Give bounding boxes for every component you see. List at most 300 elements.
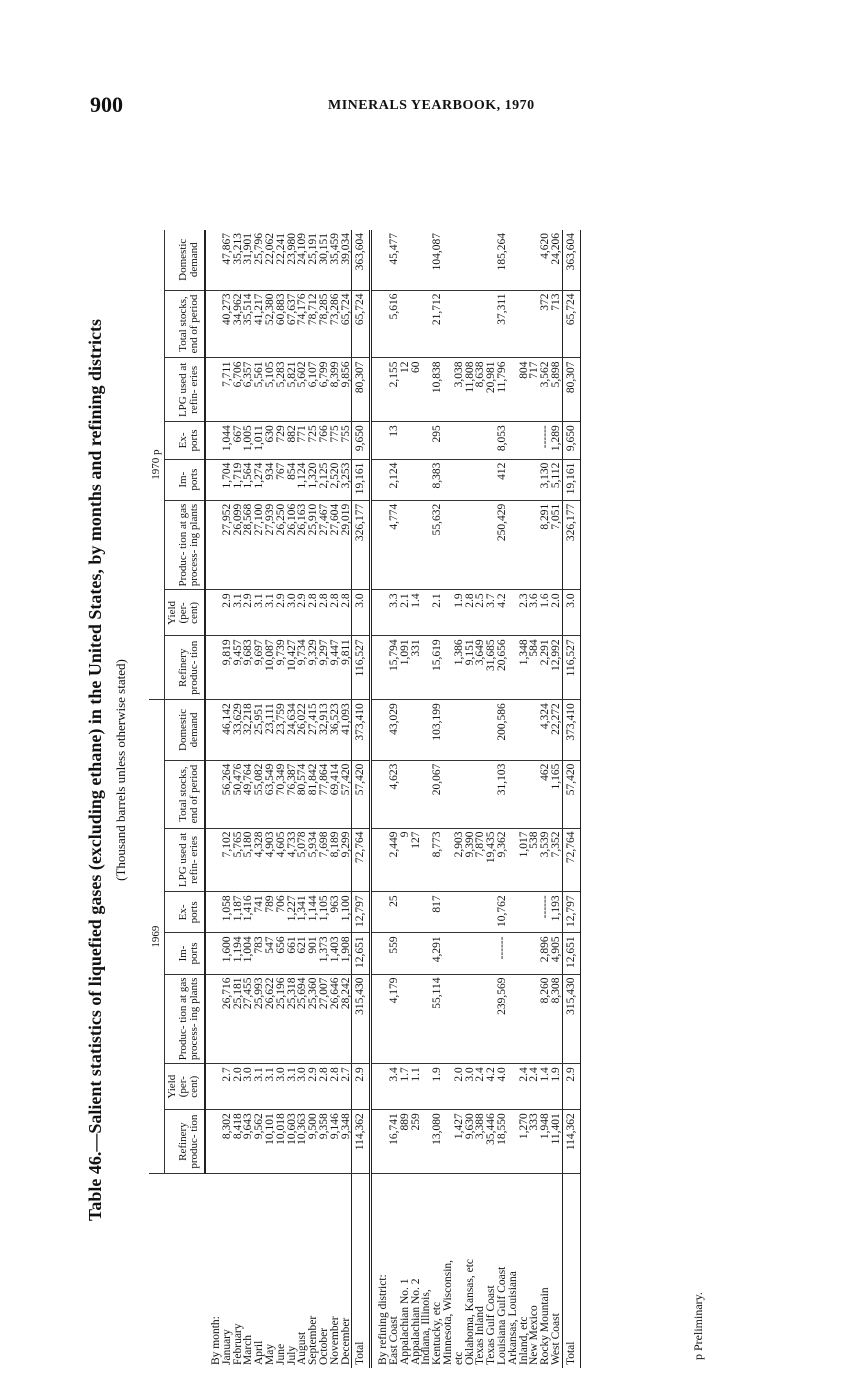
table-cell: 3,253	[341, 459, 352, 500]
empty-cell	[205, 700, 222, 760]
table-cell: 1,124	[297, 459, 308, 500]
table-cell: 2.9	[276, 590, 287, 636]
table-cell: 9,297	[319, 636, 330, 700]
table-cell: 363,604	[352, 230, 371, 290]
empty-cell	[371, 933, 389, 974]
table-cell: 26,250	[276, 500, 287, 590]
table-cell: 5,180	[243, 828, 254, 892]
table-cell: 9,650	[562, 422, 580, 459]
column-header: Produc- tion at gas process- ing plants	[165, 974, 206, 1064]
column-header: Domestic demand	[165, 230, 206, 290]
section-by-district	[371, 230, 389, 1368]
table-cell: 9,299	[341, 828, 352, 892]
table-cell: 667	[233, 422, 244, 459]
table-cell: 6,357	[243, 358, 254, 422]
table-row	[233, 230, 244, 1368]
table-cell: 3.0	[352, 590, 371, 636]
table-cell: 80,307	[352, 358, 371, 422]
column-header: Ex- ports	[165, 892, 206, 933]
table-cell: 57,420	[341, 760, 352, 828]
empty-cell	[205, 760, 222, 828]
table-row	[276, 230, 287, 1368]
district-values: 13 295 8,053 ------ 1,289	[389, 422, 562, 459]
page-number: 900	[90, 92, 123, 117]
table-cell: 363,604	[562, 230, 580, 290]
table-cell: 57,420	[562, 760, 580, 828]
table-cell: 114,362	[562, 1110, 580, 1174]
table-cell: 56,264	[222, 760, 233, 828]
table-cell: 3.1	[265, 590, 276, 636]
empty-cell	[205, 974, 222, 1064]
empty-cell	[371, 230, 389, 290]
table-row	[265, 230, 276, 1368]
table-cell: 767	[276, 459, 287, 500]
empty-cell	[371, 500, 389, 590]
table-row	[352, 230, 371, 1368]
table-row	[308, 230, 319, 1368]
empty-cell	[371, 892, 389, 933]
table-cell: 766	[319, 422, 330, 459]
table-cell: 10,087	[265, 636, 276, 700]
table-cell: 1,341	[297, 892, 308, 933]
table-cell: 9,643	[243, 1110, 254, 1174]
table-cell: 25,318	[287, 974, 298, 1064]
table-cell: 27,939	[265, 500, 276, 590]
rotated-table-block	[85, 160, 715, 1380]
table-row	[562, 230, 580, 1368]
empty-cell	[205, 422, 222, 459]
table-cell: 36,523	[330, 700, 341, 760]
table-cell: 3.1	[254, 1064, 265, 1110]
table-cell: 1,058	[222, 892, 233, 933]
table-cell: 2.7	[222, 1064, 233, 1110]
row-label: Total	[562, 1174, 580, 1369]
table-cell: 9,348	[341, 1110, 352, 1174]
table-cell: 25,181	[233, 974, 244, 1064]
table-cell: 789	[265, 892, 276, 933]
table-cell: 741	[254, 892, 265, 933]
table-cell: 1,227	[287, 892, 298, 933]
row-label: September	[307, 1315, 320, 1365]
table-cell: 27,604	[330, 500, 341, 590]
district-labels: East Coast Appalachian No. 1 Appalachian No. 2 Indiana, Illinois, Kentucky, etc Minnesota, Wisconsin, etc Oklahoma, Kansas, etc Texas Inland Texas Gulf Coast Louisiana Gulf Coast Arkansas, Louisiana Inland, etc New Mexico Rocky Mountain West Coast	[387, 1258, 562, 1365]
table-cell: 3.1	[265, 1064, 276, 1110]
stub-header	[149, 1174, 205, 1369]
table-cell: 80,307	[562, 358, 580, 422]
table-cell: 12,651	[352, 933, 371, 974]
empty-cell	[371, 290, 389, 358]
district-values: 25 817 10,762 ------ 1,193	[389, 892, 562, 933]
table-cell: 1,719	[233, 459, 244, 500]
empty-cell	[205, 459, 222, 500]
table-cell: 2.7	[341, 1064, 352, 1110]
table-cell: 9,650	[352, 422, 371, 459]
table-cell: 2,520	[330, 459, 341, 500]
table-cell: 41,217	[254, 290, 265, 358]
table-cell: 1,908	[341, 933, 352, 974]
empty-cell	[205, 290, 222, 358]
row-label: January	[220, 1329, 233, 1365]
table-cell: 10,427	[287, 636, 298, 700]
table-cell: 25,910	[308, 500, 319, 590]
district-values: 45,477 104,087 185,264 4,620 24,206	[389, 230, 562, 290]
row-label: Total	[352, 1174, 371, 1369]
statistics-table	[149, 230, 581, 1368]
table-cell: 25,360	[308, 974, 319, 1064]
table-cell: 3.1	[254, 590, 265, 636]
table-cell: 5,765	[233, 828, 244, 892]
table-cell: 3.0	[562, 590, 580, 636]
table-cell: 78,712	[308, 290, 319, 358]
table-cell: 34,962	[233, 290, 244, 358]
table-cell: 35,459	[330, 230, 341, 290]
table-title: Table 46.—Salient statistics of liquefied gases (excluding ethane) in the United States, by months and refining districts	[85, 318, 105, 1222]
table-cell: 783	[254, 933, 265, 974]
table-cell: 315,430	[562, 974, 580, 1064]
table-cell: 1,600	[222, 933, 233, 974]
table-cell: 60,883	[276, 290, 287, 358]
column-header: Produc- tion at gas process- ing plants	[165, 500, 206, 590]
row-label: November	[328, 1316, 341, 1365]
column-header: Yield (per- cent)	[165, 1064, 206, 1110]
table-row	[297, 230, 308, 1368]
table-cell: 25,191	[308, 230, 319, 290]
table-cell: 27,100	[254, 500, 265, 590]
table-cell: 9,146	[330, 1110, 341, 1174]
table-cell: 26,163	[297, 500, 308, 590]
table-cell: 1,011	[254, 422, 265, 459]
table-cell: 47,867	[222, 230, 233, 290]
table-cell: 25,196	[276, 974, 287, 1064]
table-cell: 31,901	[243, 230, 254, 290]
table-cell: 10,018	[276, 1110, 287, 1174]
table-cell: 729	[276, 422, 287, 459]
table-cell: 12,651	[562, 933, 580, 974]
table-cell: 8,189	[330, 828, 341, 892]
table-cell: 114,362	[352, 1110, 371, 1174]
district-values: 3.3 2.1 1.4 2.1 1.9 2.8 2.5 3.7 4.2 2.3 3.6 1.6 2.0	[389, 590, 562, 636]
table-row	[254, 230, 265, 1368]
table-cell: 1,144	[308, 892, 319, 933]
row-label: May	[263, 1343, 276, 1365]
table-cell: 35,213	[233, 230, 244, 290]
table-cell: 1,704	[222, 459, 233, 500]
table-cell: 29,019	[341, 500, 352, 590]
table-cell: 7,698	[319, 828, 330, 892]
empty-cell	[371, 422, 389, 459]
table-cell: 50,476	[233, 760, 244, 828]
section-by-month	[205, 230, 222, 1368]
running-head: MINERALS YEARBOOK, 1970	[328, 98, 535, 113]
table-cell: 6,107	[308, 358, 319, 422]
table-cell: 78,285	[319, 290, 330, 358]
table-cell: 621	[297, 933, 308, 974]
table-cell: 27,467	[319, 500, 330, 590]
table-cell: 19,161	[562, 459, 580, 500]
district-values: 4,179 55,114 239,569 8,260 8,308	[389, 974, 562, 1064]
table-cell: 10,363	[297, 1110, 308, 1174]
table-cell: 1,373	[319, 933, 330, 974]
table-cell: 22,241	[276, 230, 287, 290]
table-cell: 3.1	[233, 590, 244, 636]
column-header: Im- ports	[165, 459, 206, 500]
table-cell: 19,161	[352, 459, 371, 500]
table-cell: 9,856	[341, 358, 352, 422]
table-cell: 55,082	[254, 760, 265, 828]
table-cell: 80,574	[297, 760, 308, 828]
table-cell: 2.9	[222, 590, 233, 636]
table-cell: 9,447	[330, 636, 341, 700]
table-cell: 3.0	[243, 1064, 254, 1110]
table-cell: 373,410	[352, 700, 371, 760]
table-cell: 81,842	[308, 760, 319, 828]
table-cell: 1,105	[319, 892, 330, 933]
column-header: Total stocks, end of period	[165, 290, 206, 358]
empty-cell	[371, 1064, 389, 1110]
table-cell: 40,273	[222, 290, 233, 358]
year-header-1969: 1969	[149, 700, 165, 1174]
table-cell: 22,062	[265, 230, 276, 290]
table-cell: 4,733	[287, 828, 298, 892]
table-cell: 28,242	[341, 974, 352, 1064]
empty-cell	[371, 700, 389, 760]
table-cell: 1,274	[254, 459, 265, 500]
district-values: 5,616 21,712 37,311 372 713	[389, 290, 562, 358]
table-cell: 23,980	[287, 230, 298, 290]
table-cell: 35,514	[243, 290, 254, 358]
table-cell: 882	[287, 422, 298, 459]
table-cell: 901	[308, 933, 319, 974]
table-row	[287, 230, 298, 1368]
district-values: 2,155 12 60 10,838 3,038 11,808 8,638 20,981 11,796 804 717 3,562 5,898	[389, 358, 562, 422]
table-cell: 5,934	[308, 828, 319, 892]
table-cell: 3.0	[276, 1064, 287, 1110]
table-cell: 2.0	[233, 1064, 244, 1110]
table-cell: 24,109	[297, 230, 308, 290]
table-row	[341, 230, 352, 1368]
table-cell: 1,564	[243, 459, 254, 500]
district-values: 559 4,291 ------ 2,896 4,905	[389, 933, 562, 974]
empty-cell	[205, 828, 222, 892]
table-cell: 24,634	[287, 700, 298, 760]
table-cell: 656	[276, 933, 287, 974]
empty-cell	[371, 358, 389, 422]
district-values: 2,124 8,383 412 3,130 5,112	[389, 459, 562, 500]
empty-cell	[371, 1110, 389, 1174]
column-header: Domestic demand	[165, 700, 206, 760]
table-cell: 1,100	[341, 892, 352, 933]
table-cell: 9,457	[233, 636, 244, 700]
table-cell: 12,797	[352, 892, 371, 933]
table-row	[222, 230, 233, 1368]
table-cell: 5,602	[297, 358, 308, 422]
district-values: 43,029 103,199 200,586 4,324 22,272	[389, 700, 562, 760]
table-cell: 67,637	[287, 290, 298, 358]
table-cell: 3.1	[287, 1064, 298, 1110]
table-cell: 73,286	[330, 290, 341, 358]
district-values: 16,741 889 259 13,080 1,427 9,630 3,388 35,446 18,550 1,270 333 1,948 11,401	[389, 1110, 562, 1174]
table-cell: 10,101	[265, 1110, 276, 1174]
table-cell: 9,329	[308, 636, 319, 700]
column-header: Im- ports	[165, 933, 206, 974]
section-label: By month:	[210, 1316, 222, 1365]
table-cell: 2.8	[341, 590, 352, 636]
empty-cell	[205, 892, 222, 933]
table-cell: 547	[265, 933, 276, 974]
row-label: June	[274, 1343, 287, 1365]
table-cell: 5,561	[254, 358, 265, 422]
table-cell: 755	[341, 422, 352, 459]
table-cell: 1,194	[233, 933, 244, 974]
footnote: p Preliminary.	[691, 1292, 705, 1360]
table-cell: 2.9	[352, 1064, 371, 1110]
empty-cell	[371, 636, 389, 700]
table-cell: 2.8	[319, 590, 330, 636]
table-row	[330, 230, 341, 1368]
row-label: April	[253, 1340, 266, 1365]
table-cell: 2.8	[319, 1064, 330, 1110]
empty-cell	[371, 590, 389, 636]
table-cell: 1,187	[233, 892, 244, 933]
table-cell: 775	[330, 422, 341, 459]
table-cell: 25,694	[297, 974, 308, 1064]
table-cell: 27,007	[319, 974, 330, 1064]
row-label: December	[339, 1317, 352, 1365]
empty-cell	[371, 828, 389, 892]
table-cell: 12,797	[562, 892, 580, 933]
table-cell: 26,099	[233, 500, 244, 590]
table-cell: 65,724	[562, 290, 580, 358]
table-cell: 9,697	[254, 636, 265, 700]
empty-cell	[205, 358, 222, 422]
table-cell: 963	[330, 892, 341, 933]
empty-cell	[205, 1110, 222, 1174]
district-rows-block	[389, 230, 562, 1368]
table-cell: 9,811	[341, 636, 352, 700]
empty-cell	[205, 636, 222, 700]
table-cell: 5,105	[265, 358, 276, 422]
table-cell: 1,320	[308, 459, 319, 500]
district-values: 2,449 9 127 8,773 2,903 9,390 7,870 19,435 9,362 1,017 538 3,539 7,352	[389, 828, 562, 892]
table-cell: 2.8	[330, 590, 341, 636]
table-cell: 69,414	[330, 760, 341, 828]
row-label: July	[285, 1345, 298, 1365]
table-cell: 630	[265, 422, 276, 459]
row-label: October	[317, 1327, 330, 1365]
table-cell: 1,403	[330, 933, 341, 974]
table-cell: 5,078	[297, 828, 308, 892]
table-cell: 25,993	[254, 974, 265, 1064]
column-header: Refinery produc- tion	[165, 1110, 206, 1174]
table-cell: 8,302	[222, 1110, 233, 1174]
row-label: February	[231, 1323, 244, 1365]
table-cell: 32,913	[319, 700, 330, 760]
table-cell: 72,764	[562, 828, 580, 892]
table-cell: 65,724	[352, 290, 371, 358]
district-values: 4,774 55,632 250,429 8,291 7,051	[389, 500, 562, 590]
empty-cell	[371, 760, 389, 828]
table-cell: 315,430	[352, 974, 371, 1064]
table-cell: 326,177	[562, 500, 580, 590]
table-cell: 23,759	[276, 700, 287, 760]
year-header-1970: 1970 p	[149, 230, 165, 700]
table-cell: 3.0	[287, 590, 298, 636]
table-cell: 10,603	[287, 1110, 298, 1174]
table-subtitle: (Thousand barrels unless otherwise stated)	[113, 659, 128, 881]
table-cell: 76,387	[287, 760, 298, 828]
empty-cell	[205, 933, 222, 974]
table-cell: 7,711	[222, 358, 233, 422]
table-cell: 26,622	[265, 974, 276, 1064]
column-header: LPG used at refin- eries	[165, 358, 206, 422]
table-cell: 26,106	[287, 500, 298, 590]
table-cell: 2.9	[297, 590, 308, 636]
table-row	[319, 230, 330, 1368]
table-cell: 7,102	[222, 828, 233, 892]
column-header: Yield (per- cent)	[165, 590, 206, 636]
table-cell: 2.9	[243, 590, 254, 636]
table-cell: 706	[276, 892, 287, 933]
table-cell: 74,176	[297, 290, 308, 358]
district-values: 3.4 1.7 1.1 1.9 2.0 3.0 2.4 4.2 4.0 2.4 2.4 1.4 1.9	[389, 1064, 562, 1110]
column-header: LPG used at refin- eries	[165, 828, 206, 892]
empty-cell	[371, 974, 389, 1064]
table-cell: 25,796	[254, 230, 265, 290]
table-cell: 46,142	[222, 700, 233, 760]
table-cell: 9,819	[222, 636, 233, 700]
row-label: August	[296, 1331, 309, 1365]
table-cell: 934	[265, 459, 276, 500]
table-cell: 771	[297, 422, 308, 459]
table-cell: 30,151	[319, 230, 330, 290]
table-cell: 2.9	[562, 1064, 580, 1110]
table-cell: 72,764	[352, 828, 371, 892]
table-row	[243, 230, 254, 1368]
table-cell: 2,125	[319, 459, 330, 500]
table-cell: 2.8	[308, 590, 319, 636]
table-cell: 8,418	[233, 1110, 244, 1174]
table-cell: 23,111	[265, 700, 276, 760]
table-cell: 65,724	[341, 290, 352, 358]
table-cell: 25,951	[254, 700, 265, 760]
table-cell: 63,549	[265, 760, 276, 828]
district-values: 4,623 20,067 31,103 462 1,165	[389, 760, 562, 828]
table-cell: 33,629	[233, 700, 244, 760]
table-cell: 9,734	[297, 636, 308, 700]
empty-cell	[371, 459, 389, 500]
table-cell: 373,410	[562, 700, 580, 760]
table-cell: 4,605	[276, 828, 287, 892]
table-cell: 116,527	[562, 636, 580, 700]
table-cell: 5,821	[287, 358, 298, 422]
table-cell: 1,004	[243, 933, 254, 974]
table-cell: 9,739	[276, 636, 287, 700]
table-cell: 27,455	[243, 974, 254, 1064]
table-cell: 3.0	[297, 1064, 308, 1110]
table-cell: 41,093	[341, 700, 352, 760]
table-cell: 52,380	[265, 290, 276, 358]
table-cell: 4,903	[265, 828, 276, 892]
section-label: By refining district:	[377, 1274, 390, 1365]
table-cell: 6,706	[233, 358, 244, 422]
table-cell: 57,420	[352, 760, 371, 828]
district-values: 15,794 1,091 331 15,619 1,386 9,151 3,649 31,685 20,656 1,348 584 2,291 12,992	[389, 636, 562, 700]
empty-cell	[205, 1064, 222, 1110]
empty-cell	[205, 590, 222, 636]
table-cell: 9,562	[254, 1110, 265, 1174]
table-cell: 116,527	[352, 636, 371, 700]
table-cell: 27,952	[222, 500, 233, 590]
